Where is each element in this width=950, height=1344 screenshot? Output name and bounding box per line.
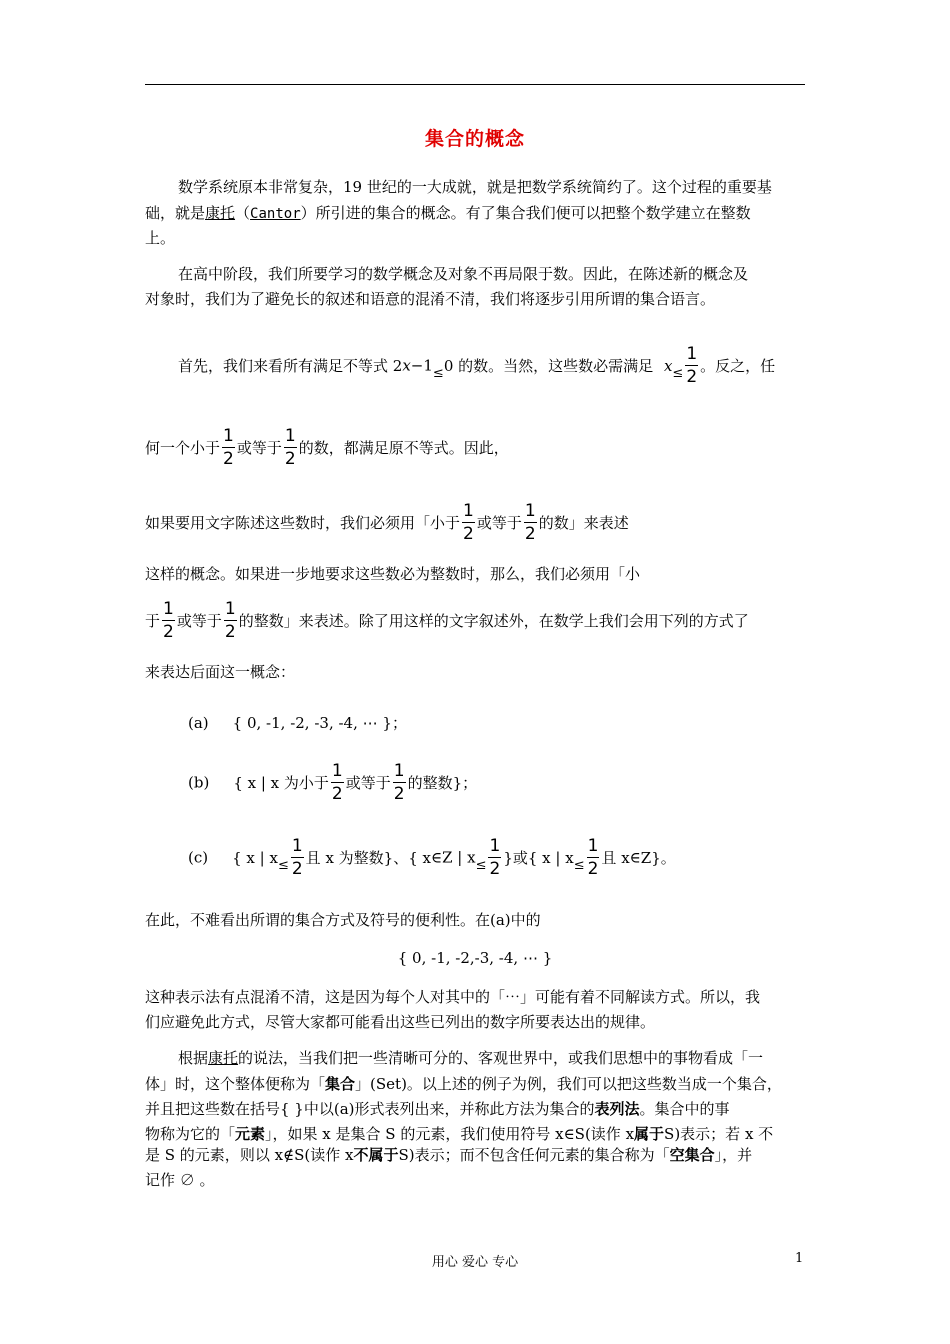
p2-line1: 在高中阶段，我们所要学习的数学概念及对象不再局限于数。因此，在陈述新的概念及 [178,265,749,283]
list-item-a: (a) { 0, -1, -2, -3, -4, ⋯ }； [188,714,407,732]
fraction-half: $\frac{1}{2}$ [463,501,474,544]
p4-line3: 们应避免此方式，尽管大家都可能看出这些已列出的数字所要表达出的规律。 [145,1013,656,1031]
p5-line2: 体」时，这个整体便称为「集合」(Set)。以上述的例子为例，我们可以把这些数当成一个集合， [145,1075,782,1093]
p3-line4: 这样的概念。如果进一步地要求这些数必为整数时，那么，我们必须用「小 [145,565,641,583]
p5-line6: 记作 ∅ 。 [145,1171,215,1189]
page-title: 集合的概念 [424,128,525,150]
p3-line2: 何一个小于 $\frac{1}{2}$ 或等于 $\frac{1}{2}$ 的数，都满足原不等式。因此， [145,426,509,469]
p3-line3: 如果要用文字陈述这些数时，我们必须用「小于 $\frac{1}{2}$ 或等于 $\frac{1}{2}$ 的数」来表述 [145,501,629,544]
cantor-name-link[interactable]: 康托 [205,204,236,222]
p2-line2: 对象时，我们为了避免长的叙述和语意的混淆不清，我们将逐步引用所谓的集合语言。 [145,290,716,308]
fraction-half: $\frac{1}{2}$ [163,599,174,642]
p1-line3: 上。 [145,229,176,247]
fraction-half: $\frac{1}{2}$ [223,426,234,469]
cantor-name-link[interactable]: 康托 [208,1049,239,1067]
p4-center-set: { 0, -1, -2,-3, -4, ⋯ } [397,949,553,967]
p1-line2: 础，就是康托（Cantor）所引进的集合的概念。有了集合我们便可以把整个数学建立在整数 [145,204,751,222]
p5-line4: 物称为它的「元素」，如果 x 是集合 S 的元素，我们使用符号 x∈S(读作 x属于S)表示；若 x 不 [145,1125,774,1143]
fraction-half: $\frac{1}{2}$ [524,501,536,544]
fraction-half: $\frac{1}{2}$ [587,836,599,879]
p3-line5: 于 $\frac{1}{2}$ 或等于 $\frac{1}{2}$ 的整数」来表述。除了用这样的文字叙述外，在数学上我们会用下列的方式了 [145,599,749,642]
fraction-half: $\frac{1}{2}$ [331,761,343,804]
p4-line1: 在此，不难看出所谓的集合方式及符号的便利性。在(a)中的 [145,911,541,929]
cantor-latin-link[interactable]: Cantor [250,206,301,222]
fraction-half: $\frac{1}{2}$ [393,761,405,804]
p5-line3: 并且把这些数在括号{ }中以(a)形式表列出来，并称此方法为集合的表列法。集合中的事 [145,1100,730,1118]
fraction-half: $\frac{1}{2}$ [284,426,296,469]
fraction-half: $\frac{1}{2}$ [291,836,303,879]
fraction-half: $\frac{1}{2}$ [686,344,698,387]
p3-line1: 首先，我们来看所有满足不等式 2x−1≤0 的数。当然，这些数必需满足 x≤ $\frac{1}{2}$ 。反之，任 [178,344,776,387]
page-number: 1 [795,1251,804,1266]
p5-line5: 是 S 的元素，则以 x∉S(读作 x不属于S)表示；而不包含任何元素的集合称为「空集合」，并 [145,1146,753,1164]
p4-line2: 这种表示法有点混淆不清，这是因为每个人对其中的「⋯」可能有着不同解读方式。所以，我 [145,988,761,1006]
footer-motto: 用心 爱心 专心 [431,1255,519,1270]
p1-line1: 数学系统原本非常复杂，19 世纪的一大成就，就是把数学系统简约了。这个过程的重要基 [178,178,772,196]
fraction-half: $\frac{1}{2}$ [489,836,501,879]
p3-line6: 来表达后面这一概念： [145,663,296,681]
fraction-half: $\frac{1}{2}$ [224,599,236,642]
list-item-b: (b) { x | x 为小于 $\frac{1}{2}$ 或等于 $\frac{1}{2}$ 的整数}； [188,761,478,804]
header-rule [145,84,805,85]
p5-line1: 根据康托的说法，当我们把一些清晰可分的、客观世界中，或我们思想中的事物看成「一 [178,1049,764,1067]
list-item-c: (c) { x | x≤ $\frac{1}{2}$ 且 x 为整数}、{ x∈Z | x≤ $\frac{1}{2}$ }或{ x | x≤ $\frac{1}{2}$ 且 x∈Z}。 [188,836,676,879]
